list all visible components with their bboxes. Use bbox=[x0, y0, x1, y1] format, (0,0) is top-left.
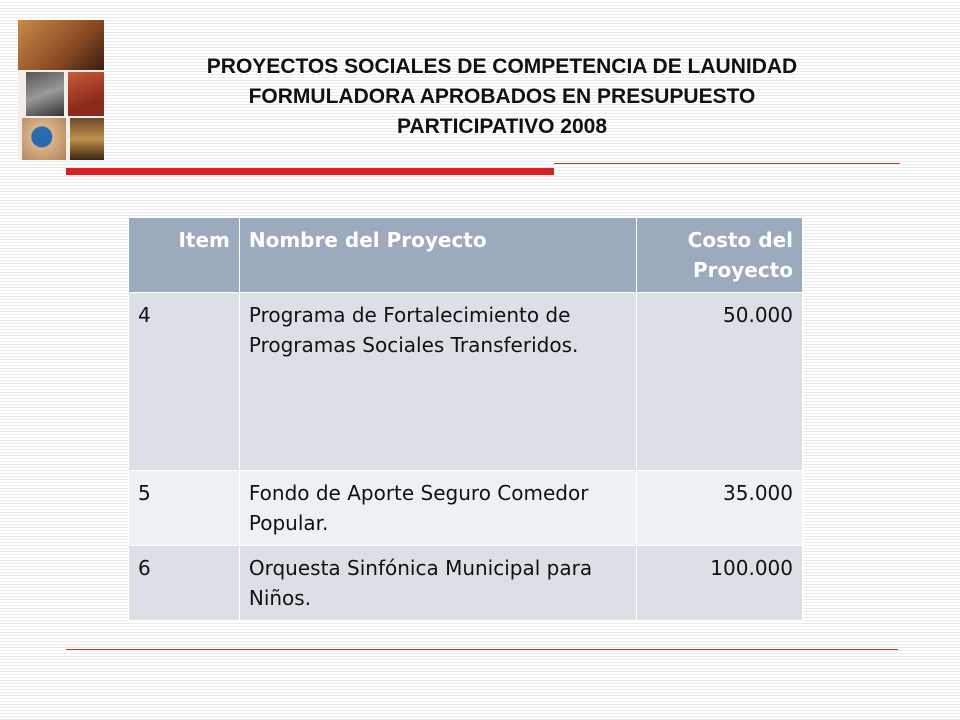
photo-collage bbox=[18, 20, 104, 160]
row-project-cost: 100.000 bbox=[637, 546, 803, 621]
title-line-2: FORMULADORA APROBADOS EN PRESUPUESTO bbox=[248, 85, 756, 108]
row-project-name: Programa de Fortalecimiento de Programas Sociales Transferidos. bbox=[239, 293, 636, 471]
collage-photo-child-red bbox=[68, 72, 104, 116]
table-row bbox=[129, 546, 803, 621]
row-project-cost: 50.000 bbox=[637, 293, 803, 471]
header-project-cost: Costo del Proyecto bbox=[637, 218, 803, 293]
table-row bbox=[129, 471, 803, 546]
row-item: 4 bbox=[129, 293, 240, 471]
row-project-name: Orquesta Sinfónica Municipal para Niños. bbox=[239, 546, 636, 621]
row-item: 6 bbox=[129, 546, 240, 621]
collage-photo-child-candle bbox=[70, 118, 104, 160]
table-row bbox=[129, 293, 803, 471]
collage-photo-child-reading bbox=[18, 20, 104, 70]
header-item: Item bbox=[129, 218, 240, 293]
collage-photo-child-sad bbox=[26, 72, 64, 116]
header-project-name: Nombre del Proyecto bbox=[239, 218, 636, 293]
title-line-3: PARTICIPATIVO 2008 bbox=[396, 115, 608, 138]
title-line-1: PROYECTOS SOCIALES DE COMPETENCIA DE LAUNIDAD bbox=[206, 55, 798, 78]
row-item: 5 bbox=[129, 471, 240, 546]
row-project-name: Fondo de Aporte Seguro Comedor Popular. bbox=[239, 471, 636, 546]
red-divider-bottom bbox=[66, 649, 898, 650]
page-title bbox=[112, 52, 892, 142]
row-project-cost: 35.000 bbox=[637, 471, 803, 546]
red-accent-bar bbox=[66, 168, 554, 175]
collage-photo-hand-globe bbox=[22, 118, 66, 160]
table-header-row bbox=[129, 218, 803, 293]
projects-table bbox=[128, 217, 803, 621]
red-divider-top bbox=[554, 163, 900, 164]
